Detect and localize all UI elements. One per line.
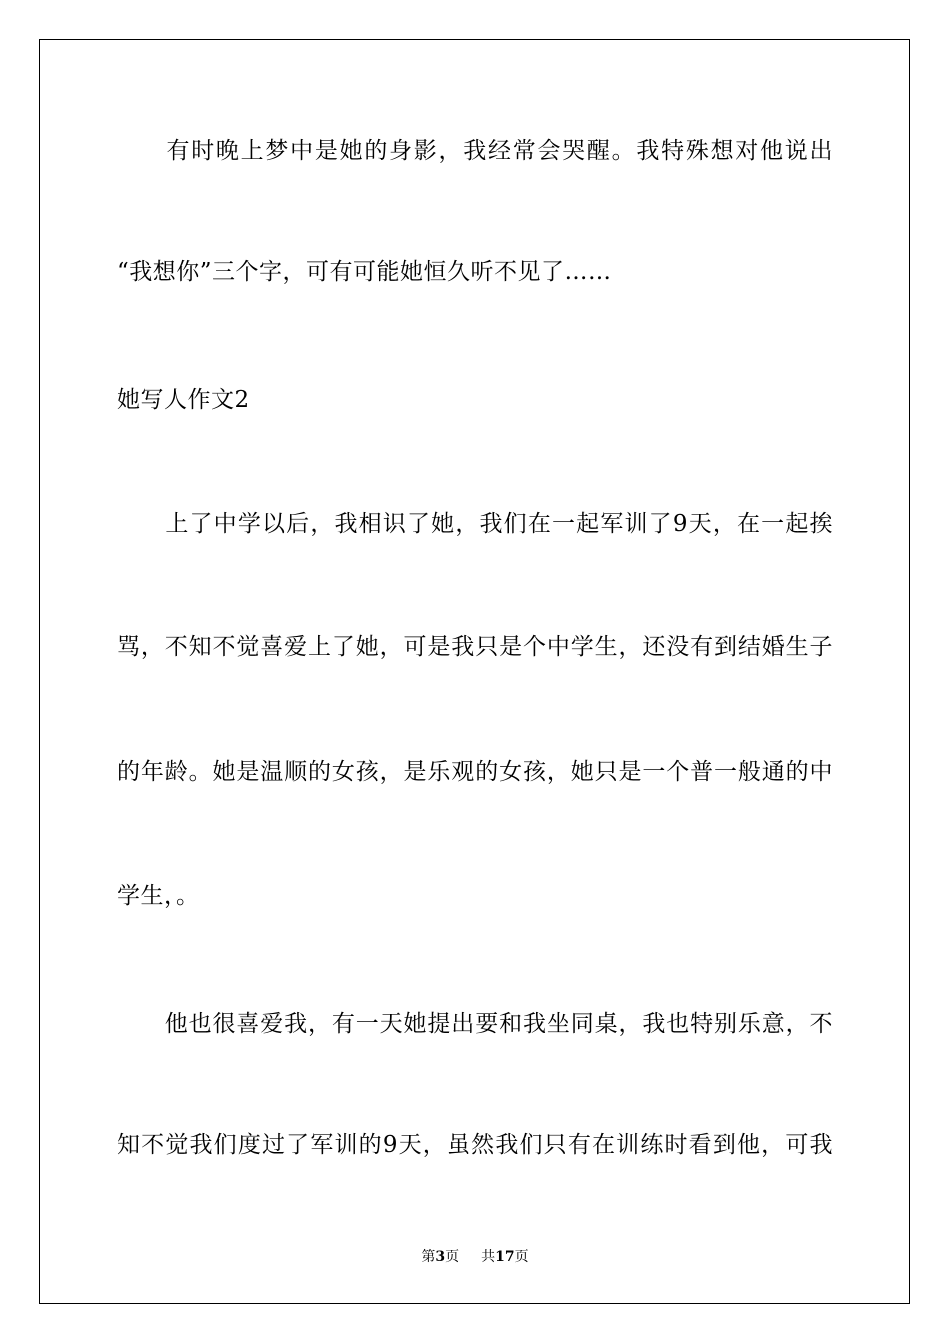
paragraph-line: 上了中学以后，我相识了她，我们在一起军训了9天，在一起挨	[117, 511, 833, 537]
paragraph-line: 知不觉我们度过了军训的9天，虽然我们只有在训练时看到他，可我	[117, 1132, 833, 1158]
page-total: 17	[495, 1249, 515, 1265]
total-suffix: 页	[514, 1249, 529, 1265]
section-heading: 她写人作文2	[117, 387, 250, 413]
page-prefix: 第	[421, 1249, 436, 1265]
paragraph-line: 的年龄。她是温顺的女孩，是乐观的女孩，她只是一个普一般通的中	[117, 759, 833, 785]
total-prefix: 共	[481, 1249, 496, 1265]
paragraph-line: “我想你”三个字，可有可能她恒久听不见了……	[117, 259, 612, 285]
paragraph-line: 他也很喜爱我，有一天她提出要和我坐同桌，我也特别乐意，不	[117, 1011, 833, 1037]
paragraph-line: 学生，。	[117, 883, 200, 909]
page-footer	[0, 1248, 950, 1266]
page-current: 3	[435, 1249, 446, 1265]
page-border	[39, 39, 910, 1304]
paragraph-line: 有时晚上梦中是她的身影，我经常会哭醒。我特殊想对他说出	[117, 138, 833, 164]
paragraph-line: 骂，不知不觉喜爱上了她，可是我只是个中学生，还没有到结婚生子	[117, 634, 833, 660]
page-suffix: 页	[445, 1249, 460, 1265]
